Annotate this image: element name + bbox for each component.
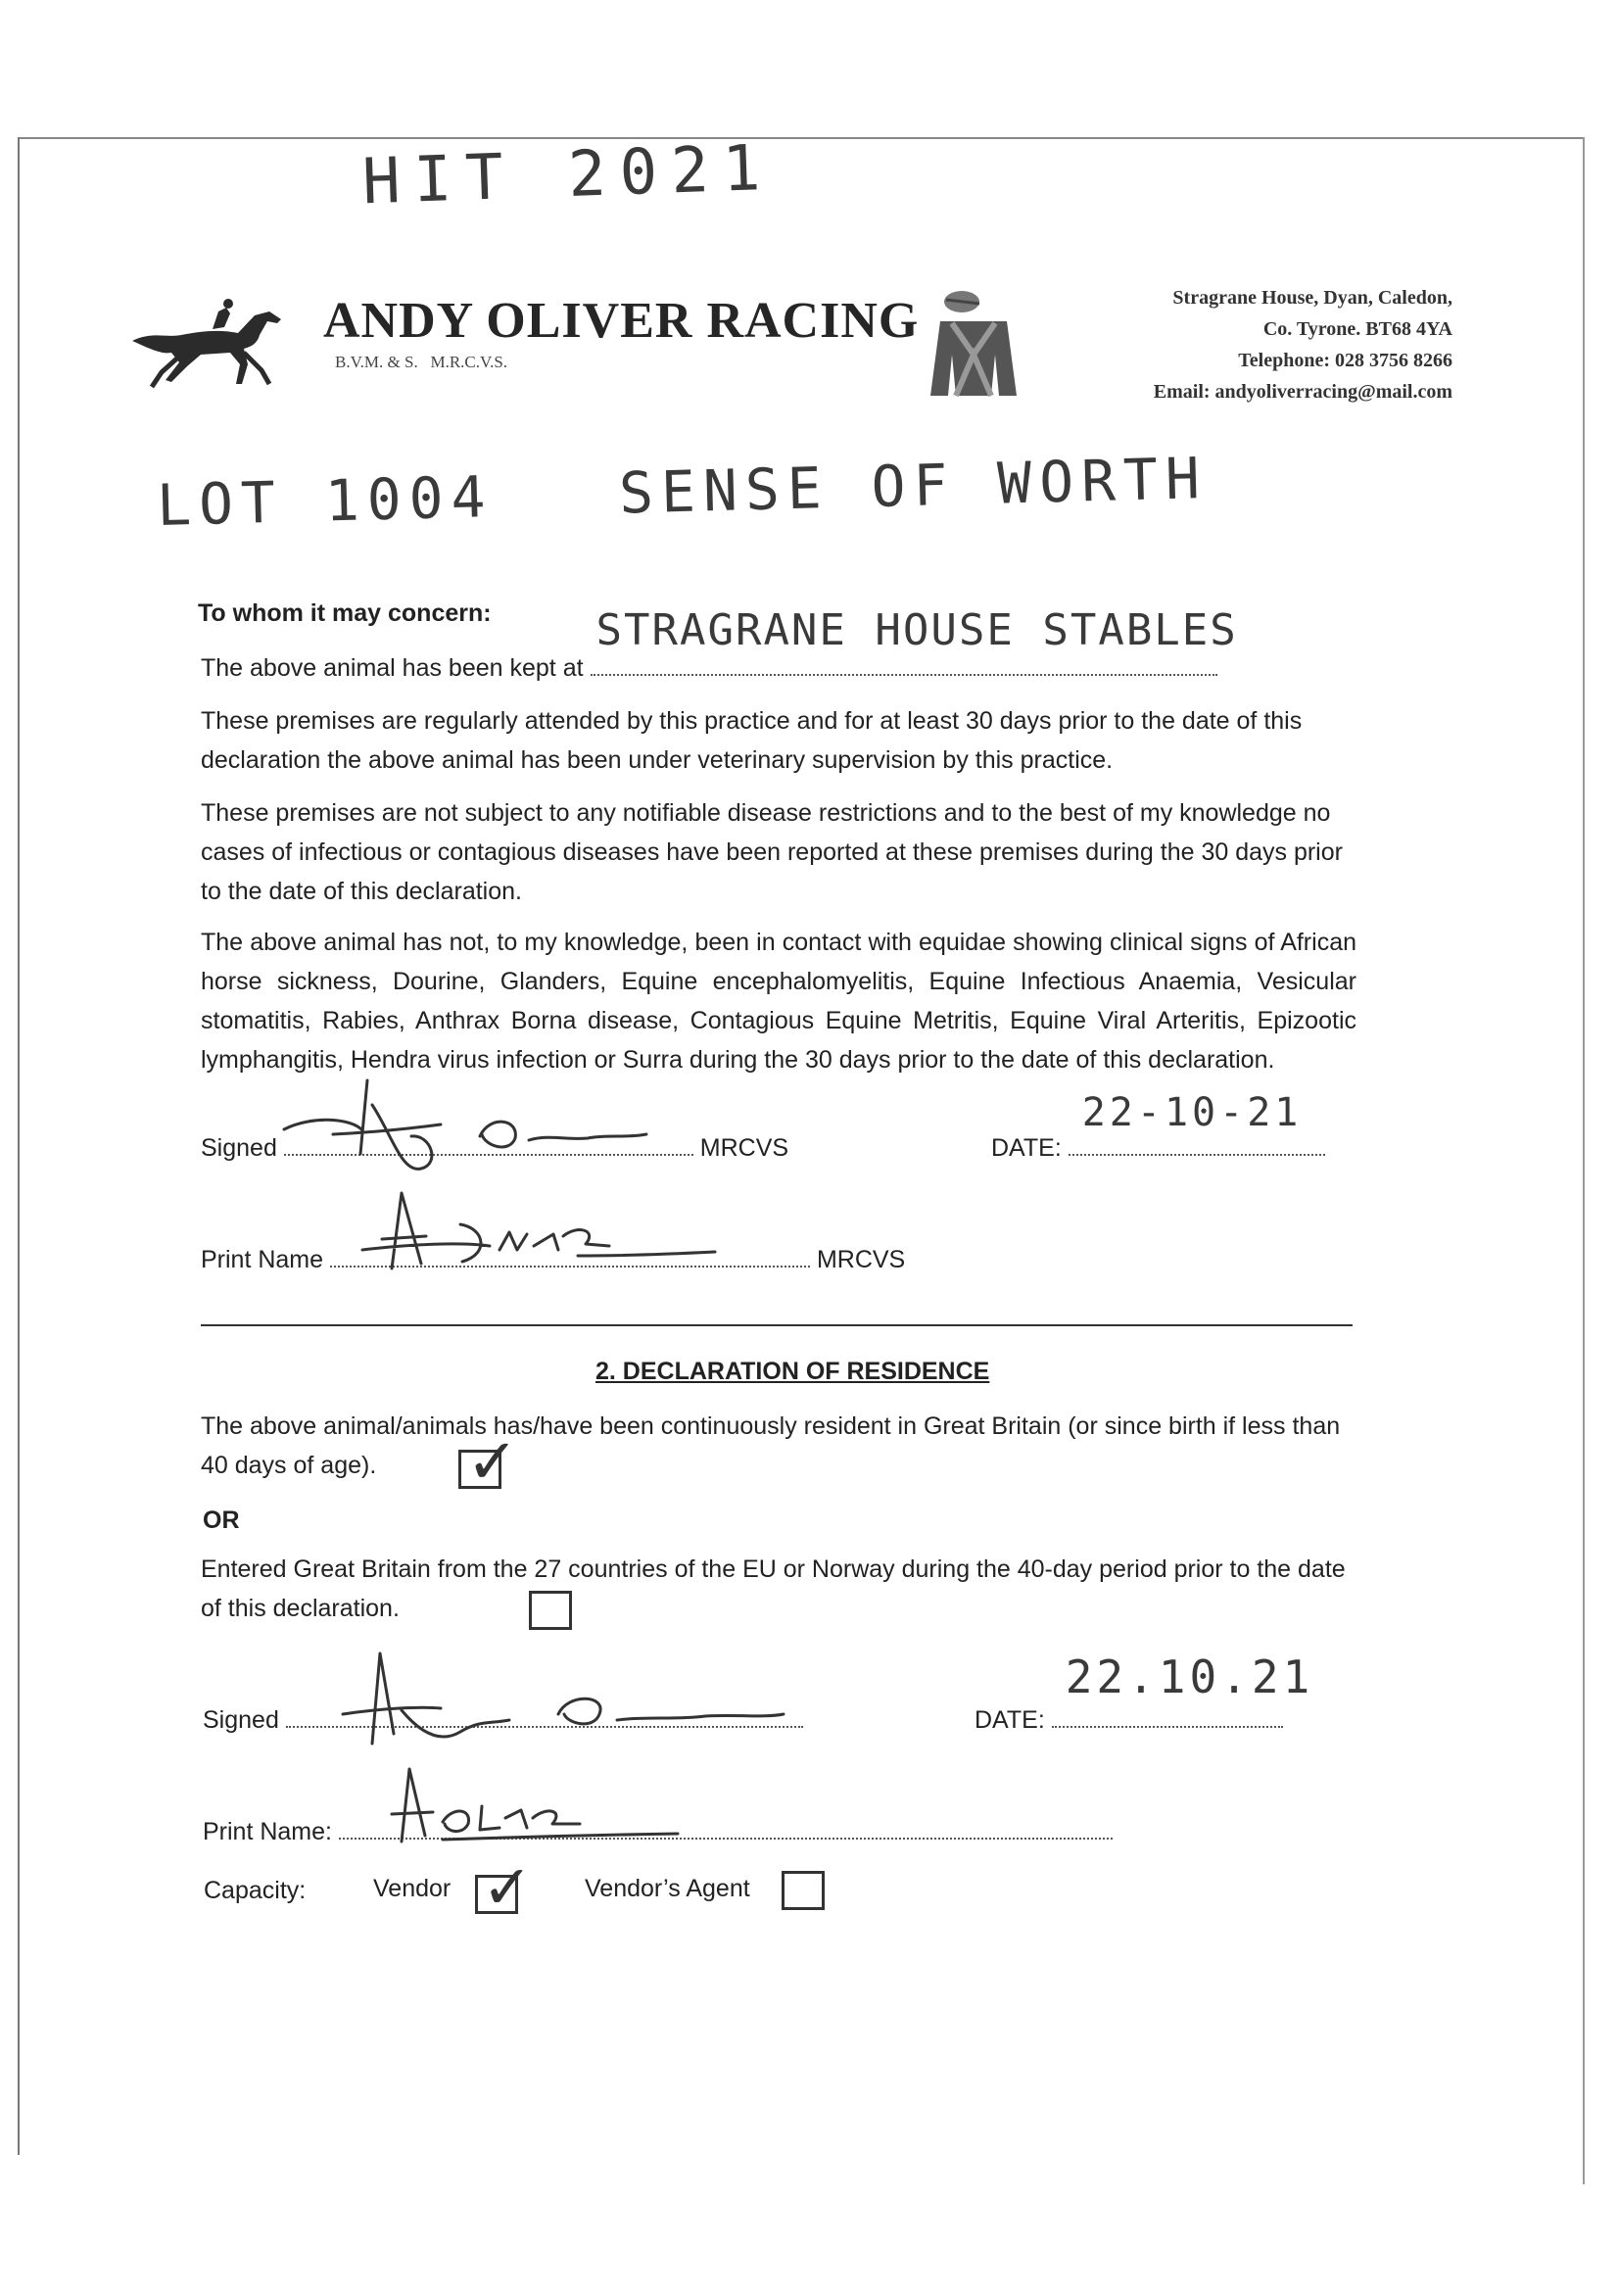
handwritten-lot: LOT 1004 SENSE OF WORTH	[156, 444, 1209, 540]
page-border-top	[18, 137, 1585, 139]
signed-label-1: Signed	[201, 1134, 277, 1162]
date-value-2: 22.10.21	[1065, 1650, 1314, 1703]
page-border-right	[1583, 137, 1585, 2184]
print-name-label-2: Print Name:	[203, 1818, 332, 1845]
residence-heading: 2. DECLARATION OF RESIDENCE	[595, 1358, 990, 1385]
checkmark-icon: ✓	[466, 1426, 519, 1499]
horse-logo	[122, 294, 294, 396]
signature-1	[274, 1076, 666, 1183]
telephone: Telephone: 028 3756 8266	[1238, 350, 1452, 371]
date-field-2	[1052, 1650, 1314, 1728]
kept-at-label: The above animal has been kept at	[201, 654, 584, 682]
handwritten-header: HIT 2021	[360, 131, 776, 219]
vendor-agent-label: Vendor’s Agent	[585, 1875, 750, 1902]
page-border-left	[18, 137, 20, 2155]
address-line-1: Stragrane House, Dyan, Caledon,	[1172, 287, 1452, 309]
salutation: To whom it may concern:	[198, 599, 492, 627]
print-name-signature-2	[384, 1763, 697, 1851]
date-label-2: DATE:	[975, 1706, 1045, 1734]
capacity-label: Capacity:	[204, 1877, 307, 1904]
kept-at-field	[591, 605, 1238, 676]
racehorse-icon	[122, 294, 294, 392]
kept-at-value: STRAGRANE HOUSE STABLES	[595, 605, 1238, 655]
paragraph-3: The above animal has not, to my knowledge, been in contact with equidae showing clinical signs of African horse sickness, Dourine, Glanders, Equine encephalomyelitis, Equine Infectious Anaemia, Vesicular stomatitis, Rabies, Anthrax Borna disease, Contagious Equine Metritis, Equine Viral Arteritis, Epizootic lymphangitis, Hendra virus infection or Surra during the 30 days prior to the date of this declaration.	[201, 929, 1356, 1074]
section-divider	[201, 1324, 1353, 1326]
signed-label-2: Signed	[203, 1706, 279, 1734]
jockey-silks-logo	[919, 286, 1028, 407]
date-value-1: 22-10-21	[1081, 1090, 1303, 1135]
residence-option-2: Entered Great Britain from the 27 countries of the EU or Norway during the 40-day period prior to the date of this declaration.	[201, 1555, 1346, 1622]
residence-option-2-checkbox[interactable]	[529, 1591, 572, 1630]
mrcvs-label-1: MRCVS	[699, 1134, 789, 1162]
residence-option-1: The above animal/animals has/have been continuously resident in Great Britain (or since birth if less than 40 days of age).	[201, 1412, 1341, 1479]
email: Email: andyoliverracing@mail.com	[1153, 381, 1452, 403]
signature-2	[323, 1646, 793, 1763]
date-label-1: DATE:	[991, 1134, 1062, 1162]
print-name-signature-1	[353, 1185, 744, 1283]
qualifications: B.V.M. & S. M.R.C.V.S.	[335, 353, 508, 371]
date-row-2	[975, 1650, 1314, 1740]
mrcvs-label-2: MRCVS	[816, 1246, 906, 1273]
date-row-1	[991, 1090, 1325, 1168]
paragraph-1: These premises are regularly attended by this practice and for at least 30 days prior to the date of this declaration the above animal has been under veterinary supervision by this practice.	[201, 707, 1303, 774]
date-field-1	[1069, 1090, 1325, 1156]
checkmark-icon: ✓	[482, 1851, 533, 1923]
paragraph-2: These premises are not subject to any notifiable disease restrictions and to the best of my knowledge no cases of infectious or contagious diseases have been reported at these premises during the 30 days prior to the date of this declaration.	[201, 799, 1343, 905]
company-name: ANDY OLIVER RACING	[323, 293, 920, 349]
jockey-silks-icon	[919, 286, 1028, 404]
letterhead-address	[1154, 282, 1452, 407]
address-line-2: Co. Tyrone. BT68 4YA	[1262, 318, 1452, 340]
vendor-agent-checkbox[interactable]	[782, 1871, 825, 1910]
vendor-label: Vendor	[373, 1875, 452, 1902]
or-label: OR	[203, 1507, 240, 1534]
print-name-label-1: Print Name	[201, 1246, 324, 1273]
